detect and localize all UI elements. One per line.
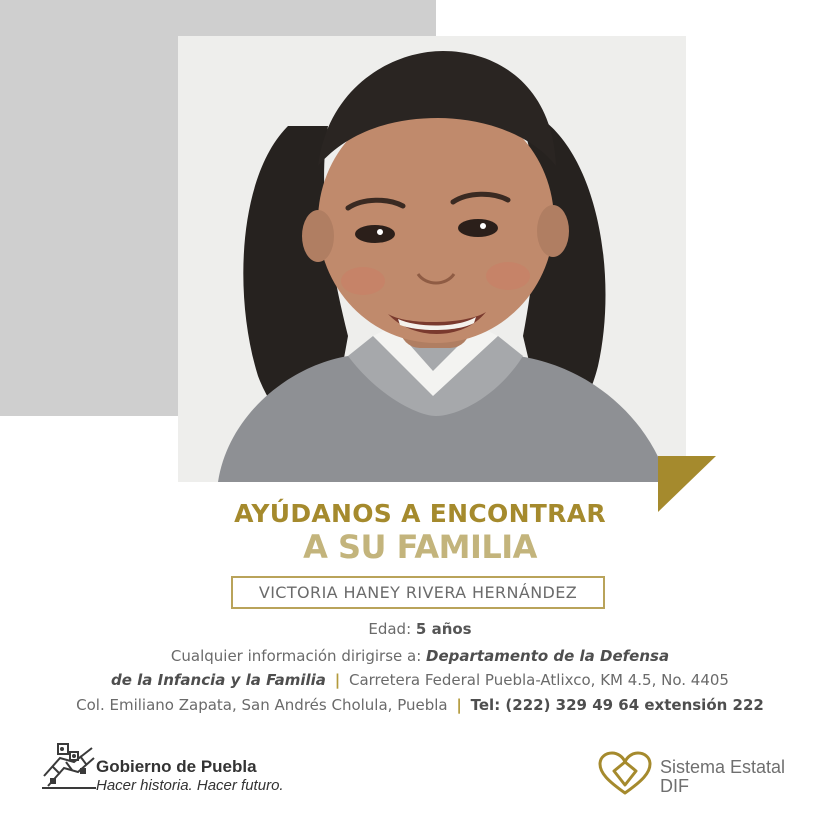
address-colony: Col. Emiliano Zapata, San Andrés Cholula, Puebla: [76, 696, 448, 714]
headline-family: A SU FAMILIA: [303, 528, 537, 566]
dif-heart-logo-icon: [598, 751, 652, 797]
gov-title: Gobierno de Puebla: [96, 757, 257, 776]
headline-help-find: AYÚDANOS A ENCONTRAR: [234, 499, 606, 528]
info-intro: Cualquier información dirigirse a:: [170, 647, 422, 665]
child-photo-illustration: [178, 36, 686, 482]
department-name-part2: de la Infancia y la Familia: [111, 671, 326, 689]
child-photo: [178, 36, 686, 482]
separator: |: [334, 671, 341, 689]
department-name-part1: Departamento de la Defensa: [426, 647, 670, 665]
age-label: Edad:: [368, 620, 412, 638]
puebla-government-emblem-icon: [40, 742, 98, 792]
gov-slogan: Hacer historia. Hacer futuro.: [96, 777, 284, 794]
dif-name: [660, 758, 785, 796]
separator: |: [456, 696, 462, 714]
info-line-2: [0, 671, 840, 689]
address-road: Carretera Federal Puebla-Atlixco, KM 4.5, No. 4405: [348, 671, 729, 689]
info-line-1: [0, 647, 840, 665]
age-value: 5 años: [415, 620, 472, 638]
dif-name-line1: Sistema Estatal: [660, 757, 786, 777]
person-name: VICTORIA HANEY RIVERA HERNÁNDEZ: [258, 583, 578, 602]
info-line-3: [0, 696, 840, 714]
phone-number: Tel: (222) 329 49 64 extensión 222: [470, 696, 764, 714]
age-line: [0, 620, 840, 638]
dif-name-line2: DIF: [660, 776, 689, 796]
person-name-box: [231, 576, 605, 609]
